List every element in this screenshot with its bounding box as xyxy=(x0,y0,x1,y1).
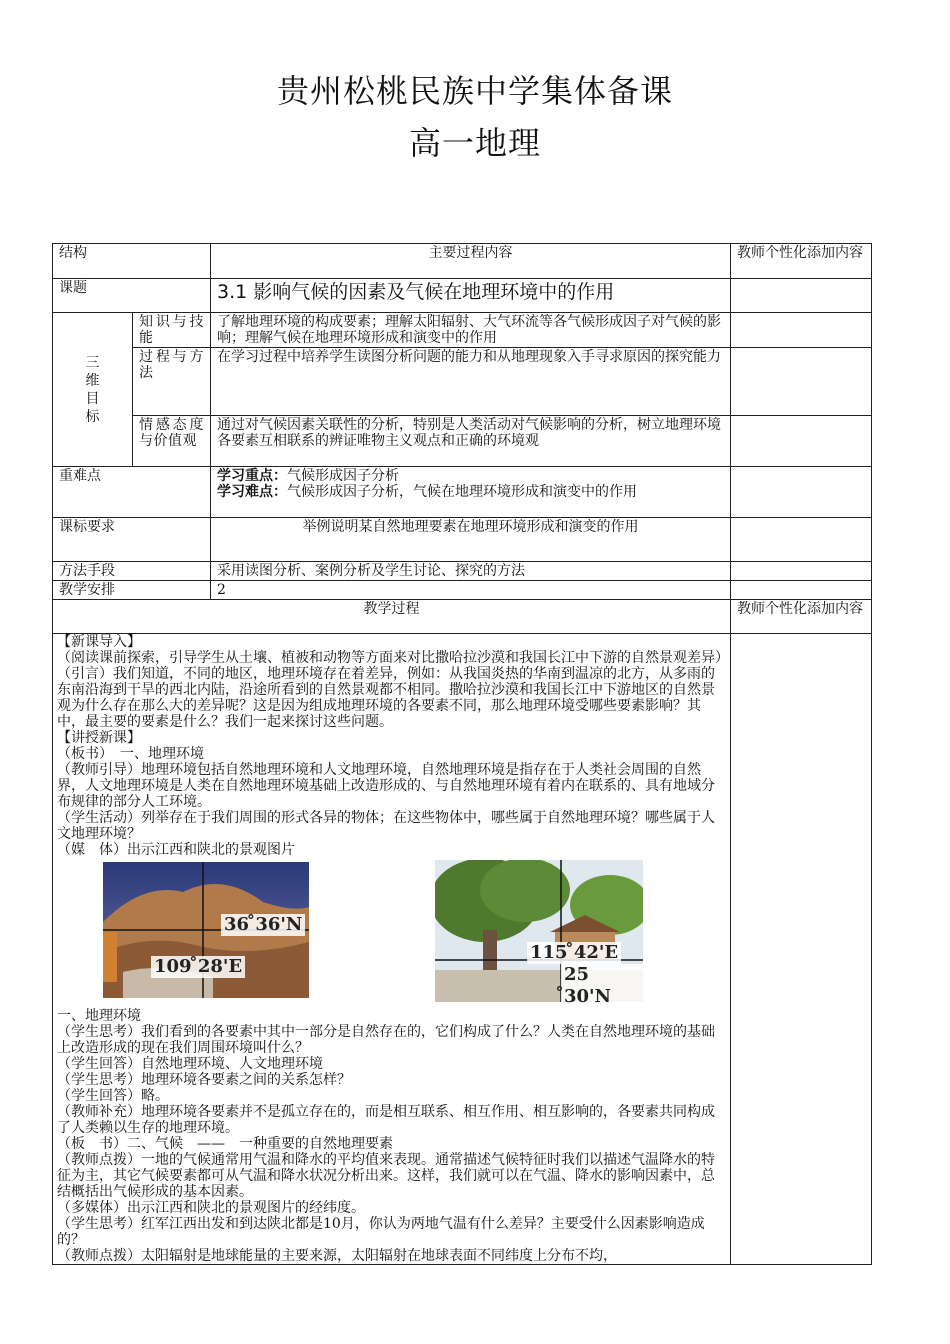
process-label: 教学过程 xyxy=(53,600,731,634)
key-label: 重难点 xyxy=(53,467,211,518)
photo2-longitude: 115 ̊42'E xyxy=(527,942,621,964)
student-think-1: （学生思考）我们看到的各要素中其中一部分是自然存在的，它们构成了什么？人类在自然地理环境的基础上改造形成的现在我们周围环境叫什么？ xyxy=(57,1024,715,1056)
teacher-hint-1: （教师点拨）一地的气候通常用气温和降水的平均值来表现。通常描述气候特征时我们以描述气温降水的特征为主，其它气候要素都可从气温和降水状况分析出来。这样，我们就可以在气温、降水的影响因素中，总结概括出气候形成的基本因素。 xyxy=(57,1152,715,1200)
goal-knowledge-text: 了解地理环境的构成要素；理解太阳辐射、大气环流等各气候形成因子对气候的影响；理解气候在地理环境形成和演变中的作用 xyxy=(211,313,731,348)
student-answer-2: （学生回答）略。 xyxy=(57,1088,169,1104)
key-content xyxy=(211,467,731,518)
standard-text: 举例说明某自然地理要素在地理环境形成和演变的作用 xyxy=(211,518,731,562)
media-note: （媒 体）出示江西和陕北的景观图片 xyxy=(57,842,295,858)
topic-teacher-cell xyxy=(731,279,872,313)
school-title: 贵州松桃民族中学集体备课 xyxy=(276,72,673,110)
landscape-photos xyxy=(57,860,726,1007)
difficult-label: 学习难点： xyxy=(217,484,287,500)
teacher-hint-2: （教师点拨）太阳辐射是地球能量的主要来源，太阳辐射在地球表面不同纬度上分布不均， xyxy=(57,1248,617,1264)
new-lesson-heading: 【讲授新课】 xyxy=(57,730,141,746)
goal-emotion-teacher xyxy=(731,416,872,467)
goals-label: 三维目标 xyxy=(53,313,133,467)
method-teacher xyxy=(731,562,872,581)
process-teacher-cell xyxy=(731,634,872,1265)
shaanbei-photo xyxy=(103,862,309,998)
student-answer-1: （学生回答）自然地理环境、人文地理环境 xyxy=(57,1056,323,1072)
method-label: 方法手段 xyxy=(53,562,211,581)
key-point-text: 气候形成因子分析 xyxy=(287,468,399,484)
jiangxi-photo xyxy=(435,860,643,1007)
goal-emotion-label: 情感态度与价值观 xyxy=(133,416,211,467)
topic-label: 课题 xyxy=(53,279,211,313)
standard-teacher xyxy=(731,518,872,562)
teacher-supplement: （教师补充）地理环境各要素并不是孤立存在的，而是相互联系、相互作用、相互影响的，各要素共同构成了人类赖以生存的地理环境。 xyxy=(57,1104,715,1136)
topic-value: 3.1 影响气候的因素及气候在地理环境中的作用 xyxy=(211,279,731,313)
section-one-heading: 一、地理环境 xyxy=(57,1008,141,1024)
goal-knowledge-teacher xyxy=(731,313,872,348)
key-teacher xyxy=(731,467,872,518)
board-heading: （板书） 一、地理环境 xyxy=(57,746,204,762)
intro-heading: 【新课导入】 xyxy=(57,634,141,650)
subject-title: 高一地理 xyxy=(408,124,541,162)
student-activity: （学生活动）列举存在于我们周围的形式各异的物体；在这些物体中，哪些属于自然地理环境？哪些属于人文地理环境？ xyxy=(57,810,715,842)
photo1-longitude: 109 ̊28'E xyxy=(151,956,245,978)
schedule-value: 2 xyxy=(211,581,731,600)
multimedia-note: （多媒体）出示江西和陕北的景观图片的经纬度。 xyxy=(57,1200,365,1216)
schedule-label: 教学安排 xyxy=(53,581,211,600)
teacher-guide: （教师引导）地理环境包括自然地理环境和人文地理环境，自然地理环境是指存在于人类社会周围的自然界，人文地理环境是人类在自然地理环境基础上改造形成的、与自然地理环境有着内在联系的、具有地域分布规律的部分人工环境。 xyxy=(57,762,715,810)
student-think-3: （学生思考）红军江西出发和到达陕北都是10月，你认为两地气温有什么差异？主要受什么因素影响造成的？ xyxy=(57,1216,705,1248)
board-climate: （板 书）二、气候 —— 一种重要的自然地理要素 xyxy=(57,1136,393,1152)
goal-process-text: 在学习过程中培养学生读图分析问题的能力和从地理现象入手寻求原因的探究能力 xyxy=(211,348,731,416)
student-think-2: （学生思考）地理环境各要素之间的关系怎样？ xyxy=(57,1072,351,1088)
process-teacher-header: 教师个性化添加内容 xyxy=(731,600,872,634)
goal-process-teacher xyxy=(731,348,872,416)
goal-emotion-text: 通过对气候因素关联性的分析，特别是人类活动对气候影响的分析，树立地理环境各要素互相联系的辨证唯物主义观点和正确的环境观 xyxy=(211,416,731,467)
key-point-label: 学习重点： xyxy=(217,468,287,484)
method-text: 采用读图分析、案例分析及学生讨论、探究的方法 xyxy=(211,562,731,581)
photo1-latitude: 36 ̊36'N xyxy=(221,914,305,936)
process-content xyxy=(53,634,731,1265)
header-content: 主要过程内容 xyxy=(211,244,731,279)
intro-lead: （引言）我们知道，不同的地区，地理环境存在着差异，例如：从我国炎热的华南到温凉的北方，从多雨的东南沿海到干旱的西北内陆，沿途所看到的自然景观都不相同。撒哈拉沙漠和我国长江中下游地区的自然景观为什么存在那么大的差异呢？这是因为组成地理环境的各要素不同，那么地理环境受哪些要素影响？其中，最主要的要素是什么？我们一起来探讨这些问题。 xyxy=(57,666,715,730)
header-structure: 结构 xyxy=(53,244,211,279)
goal-process-label: 过程与方法 xyxy=(133,348,211,416)
difficult-text: 气候形成因子分析，气候在地理环境形成和演变中的作用 xyxy=(287,484,637,500)
lesson-plan-table xyxy=(52,243,872,1265)
schedule-teacher xyxy=(731,581,872,600)
intro-reading: （阅读课前探索，引导学生从土壤、植被和动物等方面来对比撒哈拉沙漠和我国长江中下游的自然景观差异） xyxy=(57,650,729,666)
header-teacher: 教师个性化添加内容 xyxy=(731,244,872,279)
standard-label: 课标要求 xyxy=(53,518,211,562)
photo2-latitude: 25 ̊30'N xyxy=(561,964,643,1008)
goal-knowledge-label: 知识与技能 xyxy=(133,313,211,348)
